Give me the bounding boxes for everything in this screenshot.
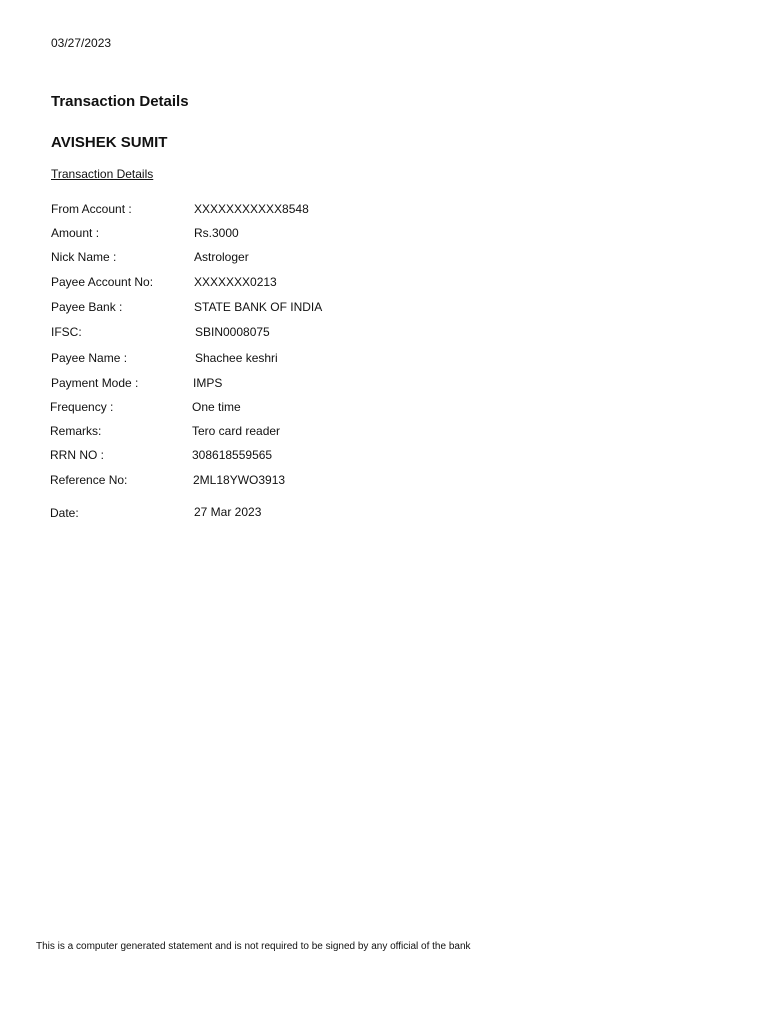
amount-label: Amount : xyxy=(51,226,100,240)
transaction-date-value: 27 Mar 2023 xyxy=(194,505,262,519)
footer-note: This is a computer generated statement and is not required to be signed by any official of the bank xyxy=(36,941,471,952)
from-account-label: From Account : xyxy=(51,202,132,216)
amount-value: Rs.3000 xyxy=(194,226,239,240)
reference-label: Reference No: xyxy=(50,473,128,487)
reference-value: 2ML18YWO3913 xyxy=(193,473,286,487)
payment-mode-value: IMPS xyxy=(193,376,223,390)
rrn-value: 308618559565 xyxy=(192,448,273,462)
section-title: Transaction Details xyxy=(51,167,154,181)
frequency-value: One time xyxy=(192,400,241,414)
page-title: Transaction Details xyxy=(51,93,189,110)
nick-name-label: Nick Name : xyxy=(51,250,117,264)
payment-mode-label: Payment Mode : xyxy=(51,376,139,390)
rrn-label: RRN NO : xyxy=(50,448,104,462)
nick-name-value: Astrologer xyxy=(194,250,249,264)
remarks-label: Remarks: xyxy=(50,424,102,438)
from-account-value: XXXXXXXXXXX8548 xyxy=(194,202,309,216)
remarks-value: Tero card reader xyxy=(192,424,281,438)
ifsc-label: IFSC: xyxy=(51,325,82,339)
payee-name-value: Shachee keshri xyxy=(195,351,278,365)
frequency-label: Frequency : xyxy=(50,400,114,414)
statement-date: 03/27/2023 xyxy=(51,36,112,50)
ifsc-value: SBIN0008075 xyxy=(195,325,270,339)
payee-bank-value: STATE BANK OF INDIA xyxy=(194,300,323,314)
transaction-date-label: Date: xyxy=(50,506,79,520)
payee-name-label: Payee Name : xyxy=(51,351,128,365)
customer-name: AVISHEK SUMIT xyxy=(51,134,168,151)
payee-account-label: Payee Account No: xyxy=(51,275,154,289)
payee-bank-label: Payee Bank : xyxy=(51,300,123,314)
payee-account-value: XXXXXXX0213 xyxy=(194,275,277,289)
